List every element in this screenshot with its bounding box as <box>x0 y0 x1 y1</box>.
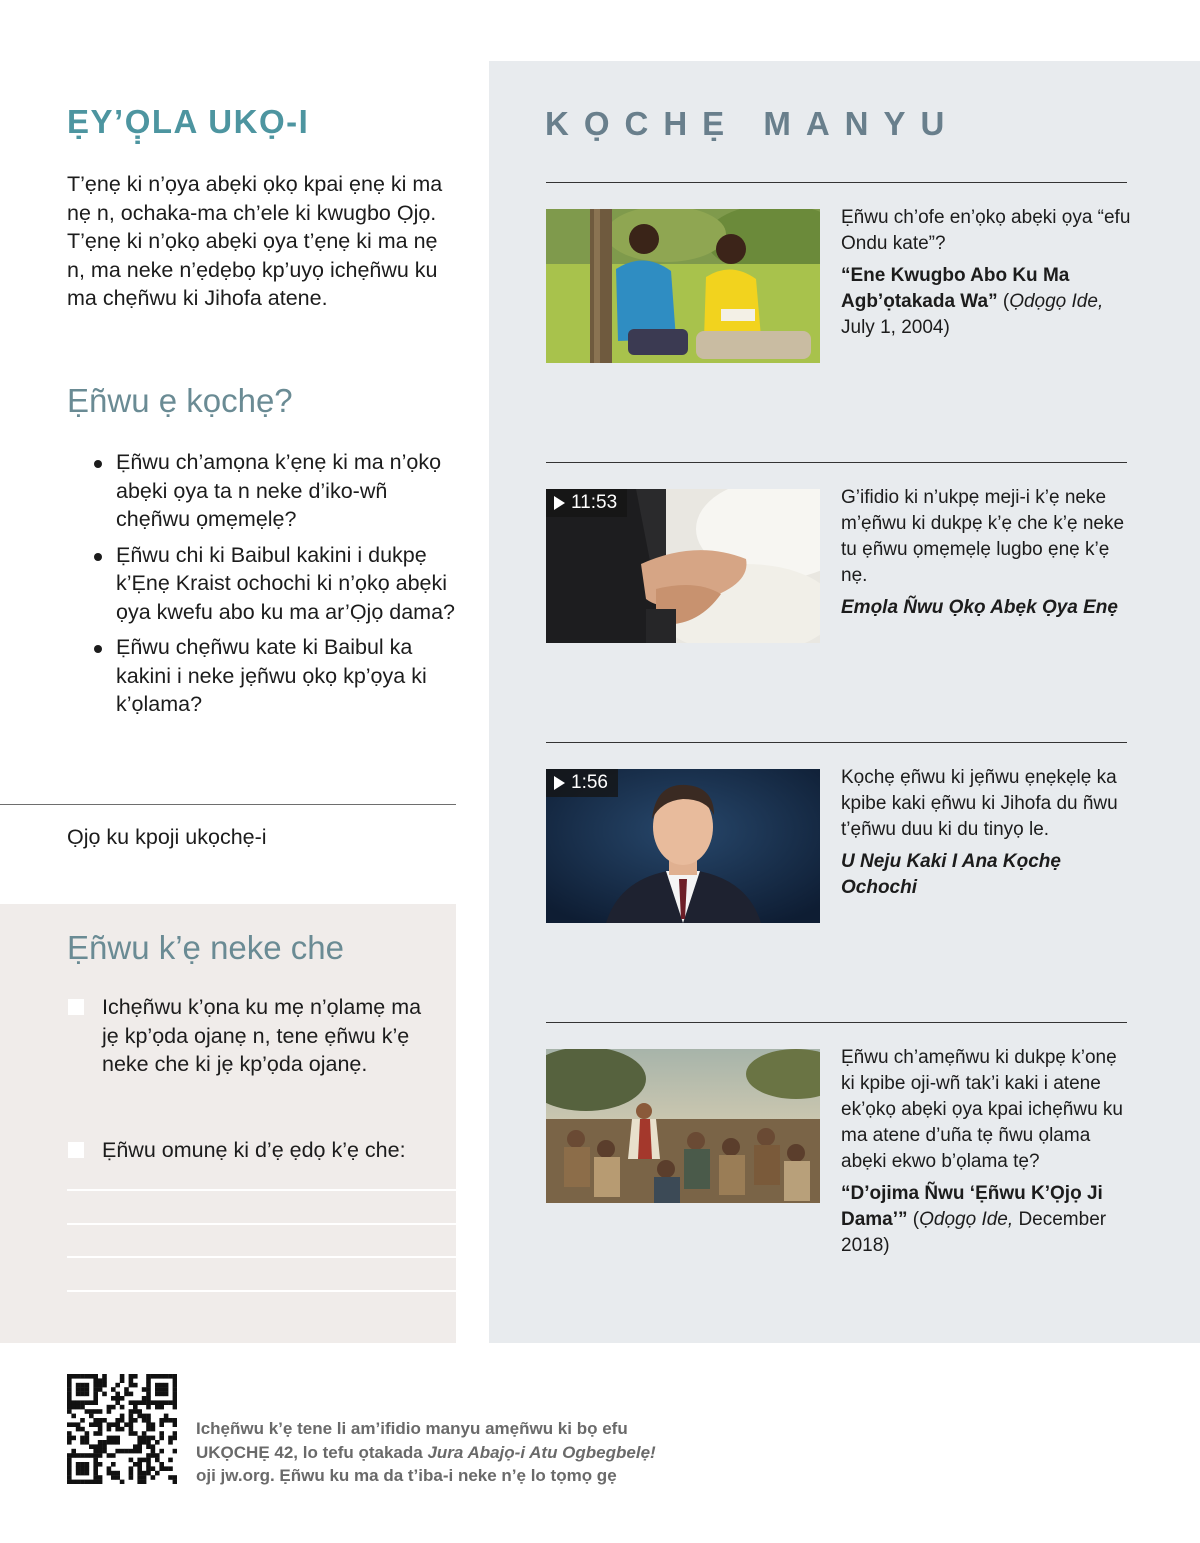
goals-heading: Ẹñwu k’ẹ neke che <box>67 929 345 966</box>
divider <box>546 742 1127 743</box>
writing-line[interactable] <box>67 1189 456 1191</box>
study-item <box>841 1045 1131 1259</box>
study-question: Kọchẹ ẹñwu ki jẹñwu ẹnẹkẹlẹ ka kpibe kaki ẹñwu ki Jihofa du ñwu t’ẹñwu duu ki du tinyọ le. <box>841 767 1118 840</box>
video-duration: 1:56 <box>546 769 618 797</box>
source-publication: Ọdọgọ Ide, <box>919 1209 1014 1230</box>
man-in-suit-video[interactable] <box>546 769 820 923</box>
question-text: Ẹñwu chẹñwu kate ki Baibul ka kakini i neke jẹñwu ọkọ kp’ọya ki k’ọlama? <box>116 635 427 716</box>
couple-reading-bible-photo[interactable] <box>546 209 820 363</box>
footer-text: Ichẹñwu k’ẹ tene li am’ifidio manyu amẹñwu ki bọ efu UKỌCHẸ 42, lo tefu ọtakada Jura Abajọ-i Atu Ogbegbelẹ! oji jw.org. Ẹñwu ku ma da t’iba-i neke n’ẹ lo tọmọ gẹ <box>196 1419 656 1485</box>
further-study-title: KỌCHẸ MANYU <box>545 105 960 142</box>
video-title[interactable]: U Neju Kaki I Ana Kọchẹ Ochochi <box>841 851 1061 898</box>
study-question: G’ifidio ki n’ukpẹ meji-i k’ẹ neke m’ẹñwu ki dukpẹ k’ẹ che k’ẹ neke tu ẹñwu ọmẹmẹlẹ lugbo ẹnẹ k’ẹ nẹ. <box>841 487 1125 586</box>
goal-checkbox[interactable] <box>68 1142 84 1158</box>
bullet-icon <box>94 460 102 468</box>
source-title: “Ene Kwugbo Abo Ku Ma Agb’ọtakada Wa” <box>841 265 1070 312</box>
writing-line[interactable] <box>67 1256 456 1258</box>
jesus-teaching-crowd-painting[interactable] <box>546 1049 820 1203</box>
goal-text: Ẹñwu omunẹ ki d’ẹ ẹdọ k’ẹ che: <box>102 1138 406 1162</box>
study-source[interactable] <box>841 1181 1131 1259</box>
study-question: Ẹñwu ch’ofe en’ọkọ abẹki ọya “efu Ondu kate”? <box>841 207 1131 254</box>
bullet-icon <box>94 553 102 561</box>
goal-item <box>67 1136 437 1165</box>
source-date: December 2018) <box>841 1209 1107 1256</box>
study-source[interactable] <box>841 263 1131 341</box>
video-duration: 11:53 <box>546 489 627 517</box>
source-date: July 1, 2004) <box>841 317 950 338</box>
divider <box>546 1022 1127 1023</box>
questions-heading: Ẹñwu ẹ kọchẹ? <box>67 382 293 419</box>
video-title[interactable]: Emọla Ñwu Ọkọ Abẹk Ọya Enẹ <box>841 597 1118 618</box>
goal-item <box>67 993 437 1079</box>
source-publication: Ọdọgọ Ide, <box>1009 291 1104 312</box>
divider <box>546 182 1127 183</box>
study-item <box>841 485 1131 621</box>
holding-hands-video[interactable] <box>546 489 820 643</box>
divider <box>546 462 1127 463</box>
list-item <box>90 541 455 627</box>
goals-box <box>0 904 456 1343</box>
intro-paragraph: T’ẹnẹ ki n’ọya abẹki ọkọ kpai ẹnẹ ki ma nẹ n, ochaka-ma ch’ele ki kwugbo Ọjọ. T’ẹnẹ ki n’ọkọ abẹki ọya t’ẹnẹ ki ma nẹ n, ma neke n’ẹdẹbọ kp’uyọ ichẹñwu ku ma chẹñwu ki Jihofa atene. <box>67 172 443 310</box>
bullet-icon <box>94 645 102 653</box>
section-title: ẸY’Ọ̣LA UKỌ-I <box>67 103 310 140</box>
source-paren: ( <box>907 1209 920 1230</box>
question-text: Ẹñwu ch’amọna k’ẹnẹ ki ma n’ọkọ abẹki ọya ta n neke d’iko-wñ chẹñwu ọmẹmẹlẹ? <box>116 450 442 531</box>
writing-line[interactable] <box>67 1223 456 1225</box>
goal-checkbox[interactable] <box>68 999 84 1015</box>
play-icon <box>554 496 565 510</box>
study-item <box>841 765 1131 901</box>
source-title: “D’ojima Ñwu ‘Ẹñwu K’Ọjọ Ji Dama’” <box>841 1183 1103 1230</box>
book-title: Jura Abajọ-i Atu Ogbegbelẹ! <box>427 1442 656 1462</box>
study-item <box>841 205 1131 341</box>
list-item <box>90 448 455 534</box>
goal-text: Ichẹñwu k’ọna ku mẹ n’ọlamẹ ma jẹ kp’ọda ojanẹ n, tene ẹñwu k’ẹ neke che ki jẹ kp’ọda ojanẹ. <box>102 995 422 1076</box>
summary-text: Ọjọ ku kpoji ukọchẹ-i <box>67 825 267 849</box>
play-icon <box>554 776 565 790</box>
list-item <box>90 633 455 719</box>
divider <box>0 804 456 805</box>
qr-code[interactable] <box>67 1374 177 1484</box>
question-text: Ẹñwu chi ki Baibul kakini i dukpẹ k’Ẹnẹ Kraist ochochi ki n’ọkọ abẹki ọya kwefu abo ku ma ar’Ọjọ dama? <box>116 542 456 624</box>
writing-line[interactable] <box>67 1290 456 1292</box>
questions-list <box>90 448 455 726</box>
study-question: Ẹñwu ch’amẹñwu ki dukpẹ k’onẹ ki kpibe oji-wñ tak’i kaki i atene ek’ọkọ abẹki ọya kpai ichẹñwu ku ma atene d’uña tẹ ñwu ọlama abẹki ekwo b’ọlama tẹ? <box>841 1047 1124 1172</box>
source-paren: ( <box>997 291 1010 312</box>
